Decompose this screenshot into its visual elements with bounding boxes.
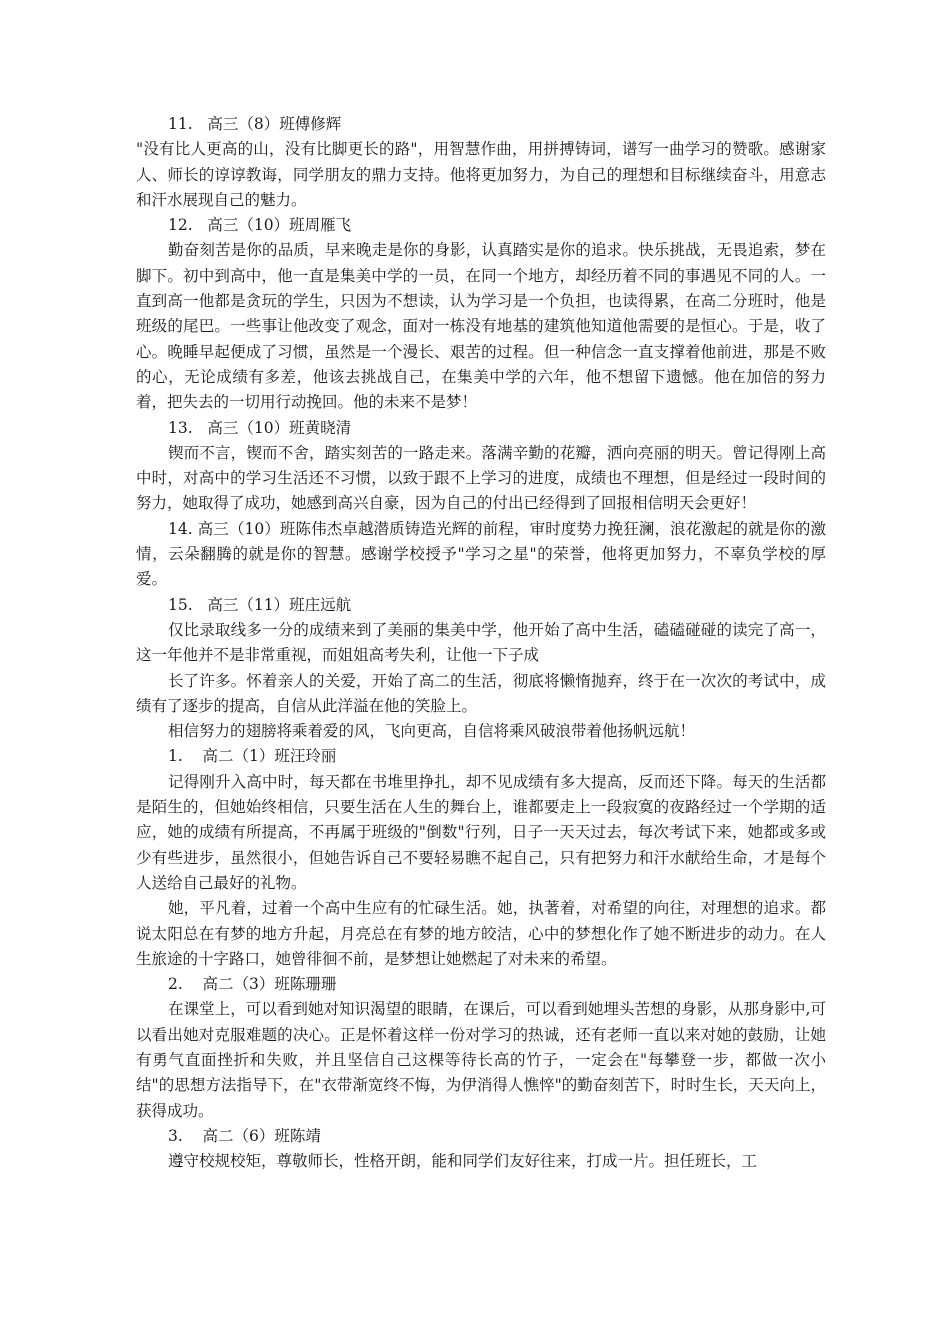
- student-description: "没有比人更高的山，没有比脚更长的路"，用智慧作曲，用拼搏铸词，谱写一曲学习的赞歌。感谢家人、师长的谆谆教诲，同学朋友的鼎力支持。他将更加努力，为自己的理想和目标继续奋斗，用意志和汗水展现自己的魅力。: [136, 140, 826, 209]
- document-page: [136, 112, 826, 1174]
- student-heading: 2. 高二（3）班陈珊珊: [168, 975, 337, 994]
- student-description: 长了许多。怀着亲人的关爱，开始了高二的生活，彻底将懒惰抛弃，终于在一次次的考试中，成绩有了逐步的提高，自信从此洋溢在他的笑脸上。: [136, 671, 826, 715]
- student-heading: 3. 高二（6）班陈靖: [168, 1126, 321, 1145]
- student-heading: 15. 高三（11）班庄远航: [168, 595, 352, 614]
- student-description: 14. 高三（10）班陈伟杰卓越潜质铸造光辉的前程，审时度势力挽狂澜，浪花激起的就是你的激情，云朵翻腾的就是你的智慧。感谢学校授予"学习之星"的荣誉，他将更加努力，不辜负学校的厚爱。: [136, 519, 826, 589]
- student-description: 仅比录取线多一分的成绩来到了美丽的集美中学，他开始了高中生活，磕磕碰碰的读完了高一，这一年他并不是非常重视，而姐姐高考失利，让他一下子成: [136, 620, 826, 665]
- student-heading: 1. 高二（1）班汪玲丽: [168, 747, 337, 766]
- student-description: 锲而不言，锲而不舍，踏实刻苦的一路走来。落满辛勤的花瓣，洒向亮丽的明天。曾记得刚上高中时，对高中的学习生活还不习惯，以致于跟不上学习的进度，成绩也不理想，但是经过一段时间的努力，她取得了成功，她感到高兴自豪，因为自己的付出已经得到了回报相信明天会更好！: [136, 443, 826, 513]
- student-description: 在课堂上，可以看到她对知识渴望的眼睛，在课后，可以看到她埋头苦想的身影，从那身影中,可以看出她对克服难题的决心。正是怀着这样一份对学习的热诚，还有老师一直以来对她的鼓励，让她有勇气直面挫折和失败，并且坚信自己这棵等待长高的竹子，一定会在"每攀登一步，都做一次小结"的思想方法指导下，在"衣带渐宽终不悔，为伊消得人憔悴"的勤奋刻苦下，时时生长，天天向上，获得成功。: [136, 1000, 826, 1120]
- student-heading: 12. 高三（10）班周雁飞: [168, 216, 352, 235]
- student-heading: 13. 高三（10）班黄晓清: [168, 418, 352, 437]
- student-description: 遵守校规校矩，尊敬师长，性格开朗，能和同学们友好往来，打成一片。担任班长，工: [168, 1152, 758, 1171]
- student-description: 相信努力的翅膀将乘着爱的风，飞向更高，自信将乘风破浪带着他扬帆远航！: [168, 722, 696, 741]
- student-description: 记得刚升入高中时，每天都在书堆里挣扎，却不见成绩有多大提高，反而还下降。每天的生活都是陌生的，但她始终相信，只要生活在人生的舞台上，谁都要走上一段寂寞的夜路经过一个学期的适应，她的成绩有所提高，不再属于班级的"倒数"行列，日子一天天过去，每次考试下来，她都或多或少有些进步，虽然很小，但她告诉自己不要轻易瞧不起自己，只有把努力和汗水献给生命，才是每个人送给自己最好的礼物。: [136, 772, 826, 892]
- student-description: 勤奋刻苦是你的品质，早来晚走是你的身影，认真踏实是你的追求。快乐挑战，无畏追索，梦在脚下。初中到高中，他一直是集美中学的一员，在同一个地方，却经历着不同的事遇见不同的人。一直到高一他都是贪玩的学生，只因为不想读，认为学习是一个负担，也读得累，在高二分班时，他是班级的尾巴。一些事让他改变了观念，面对一栋没有地基的建筑他知道他需要的是恒心。于是，收了心。晚睡早起便成了习惯，虽然是一个漫长、艰苦的过程。但一种信念一直支撑着他前进，那是不败的心，无论成绩有多差，他该去挑战自己，在集美中学的六年，他不想留下遗憾。他在加倍的努力着，把失去的一切用行动挽回。他的未来不是梦！: [136, 241, 826, 412]
- student-heading: 11. 高三（8）班傅修辉: [168, 115, 342, 133]
- student-description: 她，平凡着，过着一个高中生应有的忙碌生活。她，执著着，对希望的向往，对理想的追求。都说太阳总在有梦的地方升起，月亮总在有梦的地方皎洁，心中的梦想化作了她不断进步的动力。在人生旅途的十字路口，她曾徘徊不前，是梦想让她燃起了对未来的希望。: [136, 899, 826, 968]
